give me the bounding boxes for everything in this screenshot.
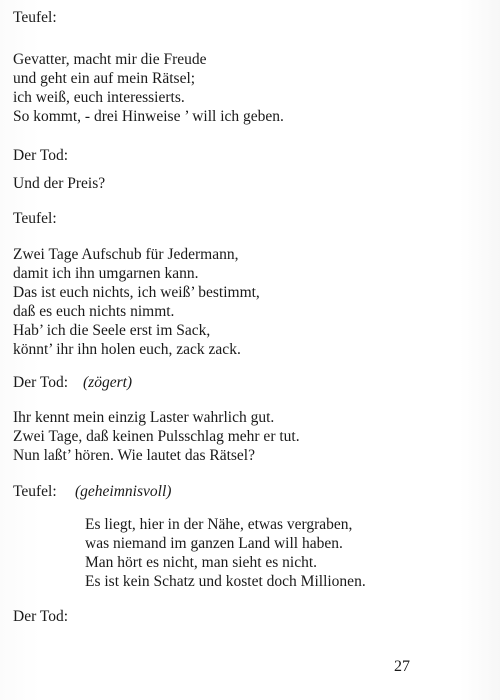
speaker-label-teufel: Teufel:	[13, 9, 57, 26]
text-line: Zwei Tage Aufschub für Jedermann,	[13, 246, 239, 263]
text-line: Nun laßt’ hören. Wie lautet das Rätsel?	[13, 447, 255, 464]
stage-direction: (zögert)	[83, 374, 133, 391]
text-line: und geht ein auf mein Rätsel;	[13, 70, 196, 87]
text-line: Das ist euch nichts, ich weiß’ bestimmt,	[13, 284, 260, 301]
text-line: Es ist kein Schatz und kostet doch Millionen.	[85, 573, 366, 590]
text-line: Es liegt, hier in der Nähe, etwas vergraben,	[85, 516, 353, 533]
text-line: ich weiß, euch interessierts.	[13, 89, 185, 106]
text-line: damit ich ihn umgarnen kann.	[13, 265, 199, 282]
text-line: könnt’ ihr ihn holen euch, zack zack.	[13, 341, 241, 358]
speaker-label-tod: Der Tod:	[13, 608, 69, 625]
text-line: was niemand im ganzen Land will haben.	[85, 535, 343, 552]
stage-direction: (geheimnisvoll)	[75, 483, 172, 500]
page-number: 27	[394, 658, 410, 675]
text-line: Zwei Tage, daß keinen Pulsschlag mehr er tut.	[13, 428, 300, 445]
text-line: So kommt, - drei Hinweise ’ will ich geben.	[13, 108, 284, 125]
speaker-label-teufel: Teufel:	[13, 210, 57, 227]
text-line: Gevatter, macht mir die Freude	[13, 51, 207, 68]
text-line: Ihr kennt mein einzig Laster wahrlich gut.	[13, 409, 275, 426]
text-line: daß es euch nichts nimmt.	[13, 303, 175, 320]
text-line: Hab’ ich die Seele erst im Sack,	[13, 322, 211, 339]
speaker-label-tod: Der Tod:	[13, 147, 69, 164]
text-line: Und der Preis?	[13, 175, 106, 192]
text-line: Man hört es nicht, man sieht es nicht.	[85, 554, 318, 571]
speaker-label-tod: Der Tod:	[13, 374, 69, 391]
speaker-label-teufel: Teufel:	[13, 483, 57, 500]
